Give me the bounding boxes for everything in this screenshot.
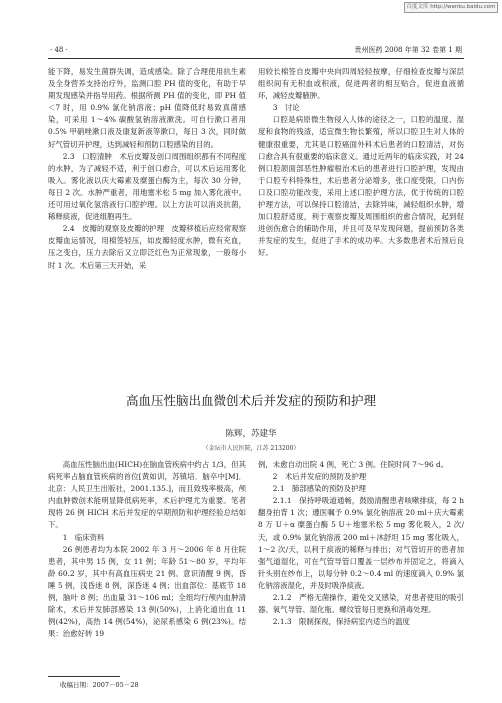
paragraph: 2.1.2 严格无菌操作，避免交叉感染，对患者使用的吸引器、氧气导管、湿化瓶、螺纹管每日更换和消毒处理。 bbox=[258, 593, 464, 615]
paragraph: 26 例患者均为本院 2002 年 3 月～2006 年 8 月住院患者，其中男 15 例，女 11 例；年龄 51～80 岁，平均年龄 60.2 岁，其中有高血压病史 21 例。意识清醒 9 例，昏睡 5 例，浅昏迷 8 例，深昏迷 4 例；出血部位：基底节 18 例，脑叶 8 例；出血量 31～106 ml；全组均行颅内血肿清除术，术后并发肺部感染 13 例(50%)，上消化道出血 11 例(42%)，高热 14 例(54%)，泌尿系感染 6 例(23%)。结果：治愈好转 19 bbox=[48, 544, 246, 639]
paragraph: 2.1.1 保持呼吸道通畅，鼓励清醒患者咳嗽排痰，每 2 h 翻身拍背 1 次；遵医嘱予 0.9% 氯化钠溶液 20 ml＋庆大霉素 8 万 U＋α 糜蛋白酶 5 U＋地塞米松 5 mg 雾化吸入，2 次/天，或 0.9% 氯化钠溶液 200 ml＋沐舒坦 15 mg 雾化吸入，1～2 次/天，以利于痰液的稀释与排出；对气管切开的患者加强气道湿化，可在气管导管口覆盖一层纱布并固定之，将滴入针头别在纱布上，以每分钟 0.2～0.4 ml 的速度滴入 0.9% 氯化钠溶液湿化，并及时吸净痰液。 bbox=[258, 496, 464, 590]
paragraph: 3 讨论 bbox=[272, 103, 300, 113]
paragraph: 2.3 口腔清肿 术后皮瓣及创口周围组织都有不同程度的水肿，为了减轻不适，利于创口愈合，可以术后运用雾化吸入。雾化液以庆大霉素及糜蛋白酶为主，每次 30 分钟，每日 2 次。水肿严重者，用地塞米松 5 mg 加入雾化液中。还可用过氧化氢溶液行口腔护理。以上方法可以消炎抗菌，稀释痰液，促进组胞再生。 bbox=[48, 151, 246, 222]
running-header: 贵州医药 2008 年第 32 卷第 1 期 bbox=[354, 46, 462, 54]
paragraph: 例，未愈自动出院 4 例，死亡 3 例。住院时间 7～96 d。 bbox=[258, 460, 449, 469]
watermark-banner: 百度文库 http://wenku.baidu.com bbox=[404, 2, 498, 13]
page-number: · 48 · bbox=[50, 46, 68, 54]
paragraph: 2.1.3 限制探视，保持病室内适当的温度 bbox=[272, 617, 410, 627]
top-right-column bbox=[258, 66, 464, 354]
header-rule bbox=[48, 58, 464, 59]
paragraph: 2.4 皮瓣的观察及皮瓣的护理 皮瓣移植后应经常观察皮瓣血运情况，用棉签轻压，如皮瓣轻度水肿，微有充血，压之变白，压力去除后又立即泛红色为正常现象，一般每小时 1 次。术后第三天开始，采 bbox=[48, 224, 246, 270]
article-authors: 陈辉，苏建华 bbox=[225, 429, 277, 439]
article-title: 高血压性脑出血微创术后并发症的预防和护理 bbox=[125, 393, 376, 408]
paragraph: 用较长棉签自皮瓣中央向四周轻轻按摩，仔细检查皮瓣与深层组织间有无积血或积液，促进两者的相互贴合，促进血液循环，减轻皮瓣腋肿。 bbox=[258, 67, 464, 101]
paragraph: 口腔是病原微生物侵入人体的途径之一，口腔的温度、湿度和食物的残渣，适宜微生物长繁殖，所以口腔卫生对人体的健康很重要，尤其是口腔癌面外科术后患者的口腔清洁，对伤口愈合具有很重要的临床意义。通过近两年的临床实践，对 24 例口腔颌面部恶性肿瘤根治术后的患者进行口腔护理，发现由于口腔专科特殊性，术后患者分泌增多，张口度受限，口内伤口及口腔功能改变，采用上述口腔护理方法，优于传统的口腔护理方法，可以保持口腔清洁，去除异味，减轻组织水肿，增加口腔舒适度，利于观察皮瓣及周围组织的愈合情况，起到促进创伤愈合的辅助作用，并且可及早发现问题，提前预防各类并发症的发生，促进了手术的成功率。大多数患者术后预后良好。 bbox=[258, 115, 464, 258]
paragraph: 2 术后并发症的预防及护理 bbox=[272, 472, 367, 482]
bottom-left-column bbox=[48, 459, 246, 669]
bottom-right-column bbox=[258, 459, 464, 689]
footnote-rule bbox=[48, 676, 120, 677]
top-left-column bbox=[48, 66, 246, 354]
paragraph: 2.1 肺部感染的预防及护理 bbox=[272, 484, 366, 494]
received-date-footnote: 收稿日期：2007－05－28 bbox=[60, 681, 139, 689]
paragraph: 高血压性脑出血(HICH)在脑血管疾病中约占 1/3，但其病死率占脑血管疾病的首位[黄如训，苏镇培．脑卒中[M]．北京：人民卫生出版社，2001.135.]，而且致残率极高，颅内血肿微创术能明显降低病死率，术后护理尤为重要。笔者现将 26 例 HICH 术后并发症的早期预防和护理经验总结如下。 bbox=[48, 460, 246, 530]
paragraph: 1 临床资料 bbox=[62, 532, 105, 542]
paragraph: 能下降，易发生菌群失调，造成感染。除了合理使用抗生素及全身营养支持治疗外，监测口腔 PH 值的变化，有助于早期发现感染并指导用药。根据所测 PH 值的变化，即 PH 值＜7 时，用 0.9% 氯化钠溶液；pH 值降低时易致真菌感染，可采用 1～4% 碳酸氢钠溶液漱洗。可自行漱口者用 0.5% 甲硝唑漱口液及康复新液等漱口，每日 3 次，同时做好气管切开护理，达到减轻和预防口腔感染的目的。 bbox=[48, 67, 246, 149]
article-affiliation: （金坛市人民医院，江苏 213200） bbox=[202, 445, 300, 452]
